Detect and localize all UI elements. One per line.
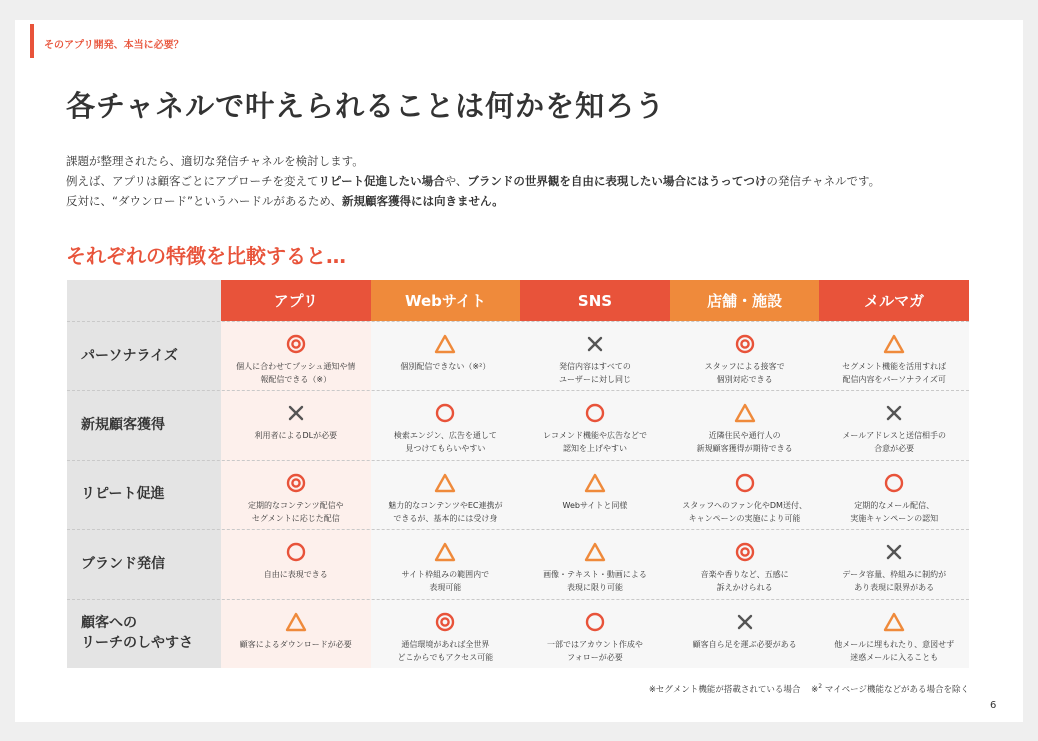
circle-icon bbox=[585, 610, 605, 634]
cell-text: スタッフへのファン化やDM送付、 キャンペーンの実施により可能 bbox=[682, 500, 807, 523]
triangle-icon bbox=[734, 401, 756, 425]
triangle-icon bbox=[285, 610, 307, 634]
triangle-icon bbox=[434, 471, 456, 495]
intro-line-1: 課題が整理されたら、適切な発信チャネルを検討します。 bbox=[66, 154, 364, 168]
intro-emphasis: ブランドの世界観を自由に表現したい場合にはうってつけ bbox=[467, 174, 767, 188]
comparison-cell bbox=[670, 471, 820, 525]
comparison-cell bbox=[520, 610, 670, 664]
cross-icon bbox=[885, 401, 903, 425]
footnote bbox=[560, 683, 969, 695]
double-circle-icon bbox=[286, 332, 306, 356]
comparison-cell bbox=[819, 401, 969, 455]
triangle-icon bbox=[883, 610, 905, 634]
row-label: ブランド発信 bbox=[81, 555, 165, 572]
comparison-cell bbox=[221, 401, 371, 442]
cross-icon bbox=[885, 540, 903, 564]
circle-icon bbox=[735, 471, 755, 495]
comparison-cell bbox=[371, 540, 521, 594]
comparison-cell bbox=[221, 540, 371, 581]
cell-text: Webサイトと同様 bbox=[562, 500, 628, 510]
cell-text: 発信内容はすべての ユーザーに対し同じ bbox=[558, 362, 631, 384]
cross-icon bbox=[586, 332, 604, 356]
comparison-cell bbox=[371, 332, 521, 373]
intro-text-span: 反対に、“ダウンロード”というハードルがあるため、 bbox=[66, 194, 342, 208]
footnote-2-mark: ※ bbox=[811, 685, 819, 695]
comparison-cell bbox=[819, 610, 969, 664]
cell-text: 個人に合わせてプッシュ通知や情 報配信できる（※） bbox=[236, 362, 356, 384]
comparison-cell bbox=[670, 540, 820, 594]
comparison-cell bbox=[670, 401, 820, 455]
comparison-cell bbox=[221, 610, 371, 651]
row-label: 顧客への リーチのしやすさ bbox=[81, 615, 193, 652]
comparison-cell bbox=[670, 332, 820, 386]
footnote-2-sup: 2 bbox=[818, 683, 823, 691]
cell-text: 近隣住民や通行人の 新規顧客獲得が期待できる bbox=[696, 431, 793, 454]
cell-text: セグメント機能を活用すれば 配信内容をパーソナライズ可 bbox=[842, 362, 947, 384]
comparison-cell bbox=[371, 471, 521, 525]
cell-text: 自由に表現できる bbox=[263, 570, 328, 580]
comparison-cell bbox=[221, 471, 371, 525]
comparison-cell bbox=[520, 540, 670, 594]
column-header: Webサイト bbox=[371, 280, 521, 321]
intro-emphasis: リピート促進したい場合 bbox=[318, 174, 445, 188]
comparison-cell bbox=[371, 401, 521, 455]
footnote-1: ※セグメント機能が搭載されている場合 bbox=[648, 685, 801, 695]
double-circle-icon bbox=[286, 471, 306, 495]
comparison-cell bbox=[520, 332, 670, 386]
cell-text: メールアドレスと送信相手の 合意が必要 bbox=[842, 431, 946, 454]
row-label: パーソナライズ bbox=[81, 347, 178, 364]
cell-text: 画像・テキスト・動画による 表現に限り可能 bbox=[543, 570, 647, 593]
circle-icon bbox=[884, 471, 904, 495]
intro-text-span: や、 bbox=[444, 174, 468, 188]
cell-text: 検索エンジン、広告を通して 見つけてもらいやすい bbox=[393, 431, 497, 454]
cell-text: データ容量、枠組みに制約が あり表現に限界がある bbox=[842, 570, 947, 593]
triangle-icon bbox=[584, 471, 606, 495]
cell-text: 顧客自ら足を運ぶ必要がある bbox=[692, 639, 797, 649]
cell-text: 利用者によるDLが必要 bbox=[254, 431, 338, 441]
intro-text-span: 例えば、アプリは顧客ごとにアプローチを変えて bbox=[66, 174, 319, 188]
cell-text: 通信環境があれば全世界 どこからでもアクセス可能 bbox=[397, 639, 494, 662]
column-header: メルマガ bbox=[819, 280, 969, 321]
cell-text: 魅力的なコンテンツやEC連携が できるが、基本的には受け身 bbox=[388, 500, 503, 523]
cell-text: 定期的なメール配信、 実施キャンペーンの認知 bbox=[850, 500, 939, 523]
circle-icon bbox=[286, 540, 306, 564]
column-header: SNS bbox=[520, 280, 670, 321]
circle-icon bbox=[585, 401, 605, 425]
comparison-table bbox=[67, 280, 969, 668]
double-circle-icon bbox=[735, 540, 755, 564]
section-accent-bar bbox=[30, 24, 34, 58]
comparison-cell bbox=[520, 401, 670, 455]
page-number: 6 bbox=[990, 700, 997, 711]
cell-text: スタッフによる接客で 個別対応できる bbox=[704, 362, 785, 384]
cell-text: レコメンド機能や広告などで 認知を上げやすい bbox=[542, 431, 647, 454]
page-title: 各チャネルで叶えられることは何かを知ろう bbox=[66, 89, 666, 123]
cell-text: 音楽や香りなど、五感に 訴えかけられる bbox=[700, 570, 789, 593]
intro-text bbox=[66, 151, 880, 211]
cell-text: 一部ではアカウント作成や フォローが必要 bbox=[547, 639, 643, 662]
cross-icon bbox=[736, 610, 754, 634]
cell-text: 他メールに埋もれたり、意図せず 迷惑メールに入ることも bbox=[834, 639, 955, 662]
row-label: リピート促進 bbox=[81, 486, 165, 503]
cell-text: サイト枠組みの範囲内で 表現可能 bbox=[401, 570, 490, 593]
comparison-cell bbox=[819, 540, 969, 594]
triangle-icon bbox=[434, 540, 456, 564]
double-circle-icon bbox=[735, 332, 755, 356]
cell-text: 個別配信できない（※²） bbox=[400, 362, 491, 371]
triangle-icon bbox=[584, 540, 606, 564]
comparison-cell bbox=[670, 610, 820, 651]
comparison-cell bbox=[520, 471, 670, 512]
circle-icon bbox=[435, 401, 455, 425]
double-circle-icon bbox=[435, 610, 455, 634]
section-label: そのアプリ開発、本当に必要？ bbox=[44, 40, 184, 51]
triangle-icon bbox=[434, 332, 456, 356]
column-header: 店舗・施設 bbox=[670, 280, 820, 321]
comparison-cell bbox=[371, 610, 521, 664]
triangle-icon bbox=[883, 332, 905, 356]
cell-text: 顧客によるダウンロードが必要 bbox=[239, 639, 352, 649]
comparison-subheading: それぞれの特徴を比較すると… bbox=[66, 244, 346, 268]
cell-text: 定期的なコンテンツ配信や セグメントに応じた配信 bbox=[247, 500, 344, 523]
intro-line-2 bbox=[66, 171, 880, 191]
intro-line-3 bbox=[66, 191, 880, 211]
comparison-cell bbox=[819, 332, 969, 386]
intro-text-span: の発信チャネルです。 bbox=[766, 174, 881, 188]
footnote-2-text: マイページ機能などがある場合を除く bbox=[822, 685, 969, 695]
intro-emphasis: 新規顧客獲得には向きません。 bbox=[341, 194, 504, 208]
comparison-cell bbox=[819, 471, 969, 525]
row-label: 新規顧客獲得 bbox=[81, 417, 165, 434]
comparison-cell bbox=[221, 332, 371, 386]
cross-icon bbox=[287, 401, 305, 425]
column-header: アプリ bbox=[221, 280, 371, 321]
